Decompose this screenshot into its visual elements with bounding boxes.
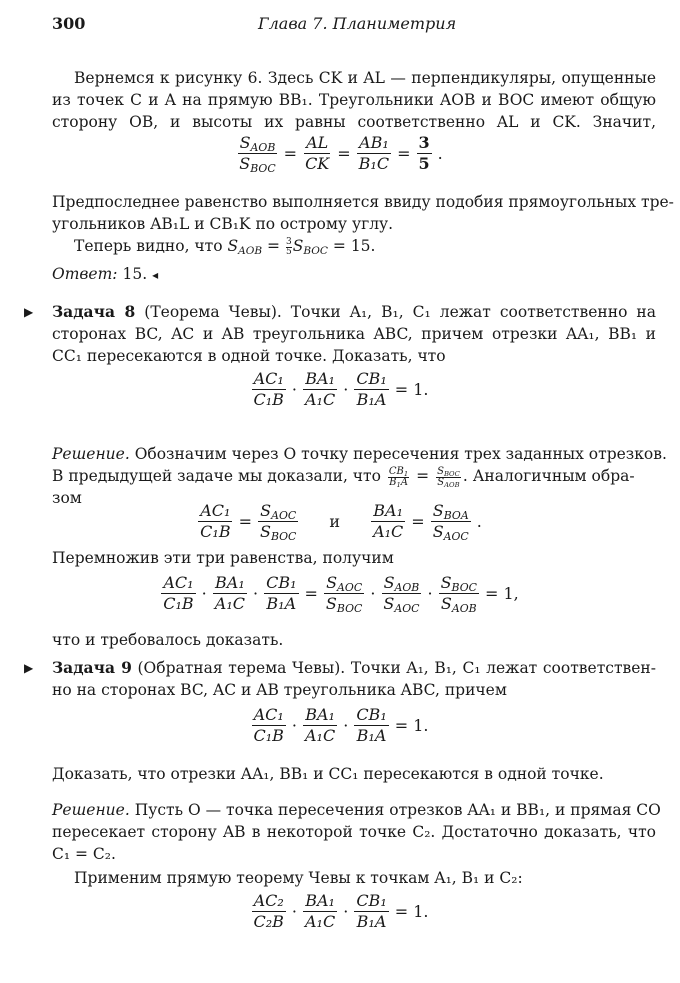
answer-value: 15.: [122, 265, 148, 283]
paragraph-line: что и требовалось доказать.: [52, 631, 284, 649]
paragraph-line: сторону OB, и высоты их равны соответственно AL и CK. Значит,: [52, 113, 656, 131]
paragraph-line: Предпоследнее равенство выполняется ввиду подобия прямоугольных тре-: [52, 193, 674, 211]
end-of-solution-icon: ◂: [152, 268, 159, 282]
paragraph-line: Теперь видно, что $S_{AOB}$ = $\frac{3}{5}$ $S_{BOC} = 15$.: [74, 236, 376, 257]
paragraph-line: угольников AB₁L и CB₁K по острому углу.: [52, 215, 394, 233]
fraction: $\frac{3}{5}$: [418, 133, 430, 173]
paragraph-line: но на сторонах BC, AC и AB треугольника ABC, причем: [52, 681, 507, 699]
answer-label: Ответ:: [52, 265, 118, 283]
paragraph-line: Перемножив эти три равенства, получим: [52, 549, 394, 567]
paragraph-line: из точек C и A на прямую BB₁. Треугольники AOB и BOC имеют общую: [52, 91, 656, 109]
paragraph-line: зом: [52, 489, 82, 507]
equation-ceva-converse: $\frac{\text{AC₁}}{\text{C₁B}}$ · $\frac{\text{BA₁}}{\text{A₁C}}$ · $\frac{\text{CB₁}}{\text{B₁A}}$ = 1.: [253, 705, 429, 745]
paragraph-line: В предыдущей задаче мы доказали, что $\frac{CB_1}{B_1A}$ = $S_{BOC}$ $S_{AOB}$ . Аналогичным обра-: [52, 465, 635, 489]
fraction: $\frac{S_{AOB}}{S_{BOC}}$: [239, 133, 276, 176]
task-marker-icon: ▶: [24, 661, 34, 675]
answer-line: [52, 264, 656, 285]
paragraph-line: пересекает сторону AB в некоторой точке C₂. Достаточно доказать, что: [52, 823, 656, 841]
solution-label: Решение.: [52, 801, 130, 819]
paragraph-line: Решение. Обозначим через O точку пересечения трех заданных отрезков.: [52, 445, 667, 463]
solution-label: Решение.: [52, 445, 130, 463]
equation-ceva: $\frac{\text{AC₁}}{\text{C₁B}}$ · $\frac{\text{BA₁}}{\text{A₁C}}$ · $\frac{\text{CB₁}}{\text{B₁A}}$ = 1.: [253, 369, 429, 409]
equation-ceva-c2: $\frac{\text{AC₂}}{\text{C₂B}}$ · $\frac{\text{BA₁}}{\text{A₁C}}$ · $\frac{\text{CB₁}}{\text{B₁A}}$ = 1.: [253, 891, 429, 931]
paragraph-line: Задача 8 (Теорема Чевы). Точки A₁, B₁, C₁ лежат соответственно на: [52, 302, 656, 321]
paragraph-line: Задача 9 (Обратная терема Чевы). Точки A₁, B₁, C₁ лежат соответствен-: [52, 658, 656, 677]
paragraph-line: сторонах BC, AC и AB треугольника ABC, причем отрезки AA₁, BB₁ и: [52, 325, 656, 343]
page-number: 300: [52, 14, 86, 33]
equation-product: $\frac{\text{AC₁}}{\text{C₁B}}$ · $\frac{\text{BA₁}}{\text{A₁C}}$ · $\frac{\text{CB₁}}{\text{B₁A}}$ = $\frac{S_{AOC}}{S_{BOC}}$ · $\frac{S_{AOB}}{S_{AOC}}$ · $\frac{S_{BOC}}{S_{AOB}}$ = 1,: [163, 573, 519, 616]
task-title: Задача 8: [52, 302, 136, 321]
paragraph-line: CC₁ пересекаются в одной точке. Доказать, что: [52, 347, 446, 365]
fraction: $\frac{\text{AB₁}}{\text{B₁C}}$: [358, 133, 390, 173]
paragraph-line: Доказать, что отрезки AA₁, BB₁ и CC₁ пересекаются в одной точке.: [52, 765, 604, 783]
task-marker-icon: ▶: [24, 305, 34, 319]
paragraph-line: C₁ = C₂.: [52, 845, 116, 863]
running-title: Глава 7. Планиметрия: [258, 14, 457, 33]
paragraph-line: Решение. Пусть O — точка пересечения отрезков AA₁ и BB₁, и прямая CO: [52, 801, 661, 819]
fraction: $\frac{AL}{CK}$: [305, 133, 330, 173]
paragraph-line: Вернемся к рисунку 6. Здесь CK и AL — перпендикуляры, опущенные: [74, 69, 656, 87]
equation-pair: $\frac{\text{AC₁}}{\text{C₁B}}$ = $\frac{S_{AOC}}{S_{BOC}}$ и $\frac{\text{BA₁}}{\text{A₁C}}$ = $\frac{S_{BOA}}{S_{AOC}}$ .: [200, 501, 482, 544]
equation-area-ratio: $\frac{S_{AOB}}{S_{BOC}}$ = $\frac{AL}{CK}$ = $\frac{\text{AB₁}}{\text{B₁C}}$ = $\frac{3}{5}$ .: [239, 133, 443, 176]
task-title: Задача 9: [52, 658, 132, 677]
paragraph-line: Применим прямую теорему Чевы к точкам A₁, B₁ и C₂:: [74, 869, 523, 887]
